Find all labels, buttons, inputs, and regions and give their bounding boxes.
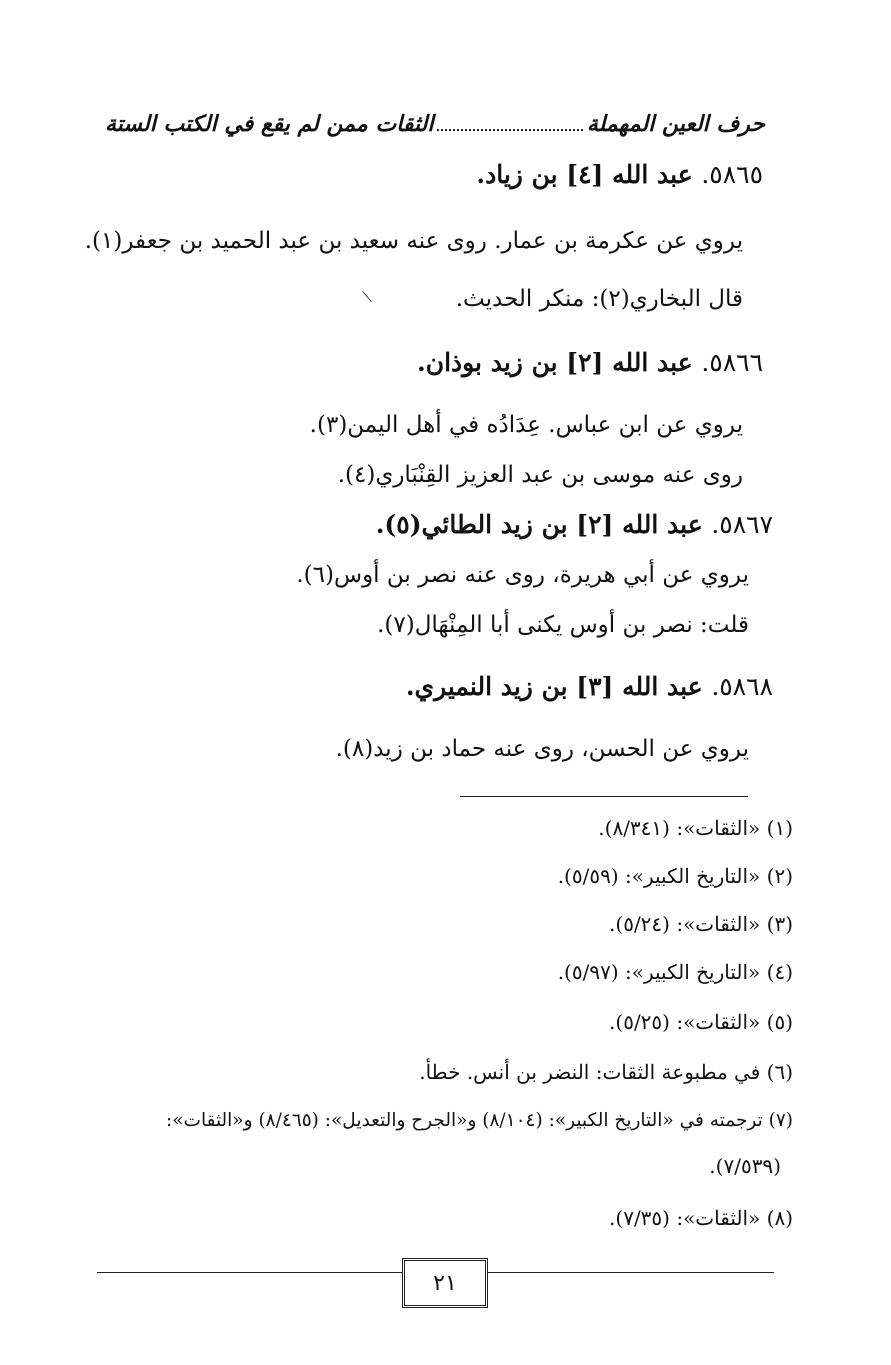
entry-text: روى عنه موسى بن عبد العزيز القِنْبَاري(٤). [337,462,743,488]
footnote: (١) «الثقات»: (٨/٣٤١). [598,816,793,840]
page-number: ٢١ [402,1258,488,1308]
footnote: (٤) «التاريخ الكبير»: (٥/٩٧). [557,960,793,984]
entry-text: يروي عن الحسن، روى عنه حماد بن زيد(٨). [335,736,749,762]
footnote: (٥) «الثقات»: (٥/٢٥). [609,1010,793,1034]
entry-text: قلت: نصر بن أوس يكنى أبا المِنْهَال(٧). [377,612,749,638]
running-header [105,104,765,144]
entry-text: قال البخاري(٢): منكر الحديث. [455,286,743,312]
footnote-continuation: (٧/٥٣٩). [709,1154,781,1178]
header-dots [437,117,582,131]
entry-title: ٥٨٦٨. عبد الله [٣] بن زيد النميري. [405,672,773,701]
footnote: (٦) في مطبوعة الثقات: النضر بن أنس. خطأ. [419,1060,793,1084]
footer-rule-left [97,1272,402,1273]
header-book-title: الثقات ممن لم يقع في الكتب الستة [105,111,434,137]
header-chapter: حرف العين المهملة [586,111,765,137]
footnote: (٨) «الثقات»: (٧/٣٥). [609,1206,793,1230]
entry-text: يروي عن عكرمة بن عمار. روى عنه سعيد بن عبد الحميد بن جعفر(١). [84,228,743,254]
entry-title: ٥٨٦٦. عبد الله [٢] بن زيد بوذان. [417,348,763,377]
entry-text: يروي عن أبي هريرة، روى عنه نصر بن أوس(٦). [296,562,749,588]
stray-mark [362,291,372,302]
footnote: (٢) «التاريخ الكبير»: (٥/٥٩). [557,864,793,888]
entry-title: ٥٨٦٧. عبد الله [٢] بن زيد الطائي(٥). [375,510,773,539]
footnote: (٣) «الثقات»: (٥/٢٤). [609,912,793,936]
footnote-separator [460,796,748,797]
footer-rule-right [482,1272,774,1273]
entry-text: يروي عن ابن عباس. عِدَادُه في أهل اليمن(٣). [309,412,743,438]
entry-title: ٥٨٦٥. عبد الله [٤] بن زياد. [476,160,763,189]
footnote: (٧) ترجمته في «التاريخ الكبير»: (٨/١٠٤) و«الجرح والتعديل»: (٨/٤٦٥) و«الثقات»: [165,1110,793,1131]
